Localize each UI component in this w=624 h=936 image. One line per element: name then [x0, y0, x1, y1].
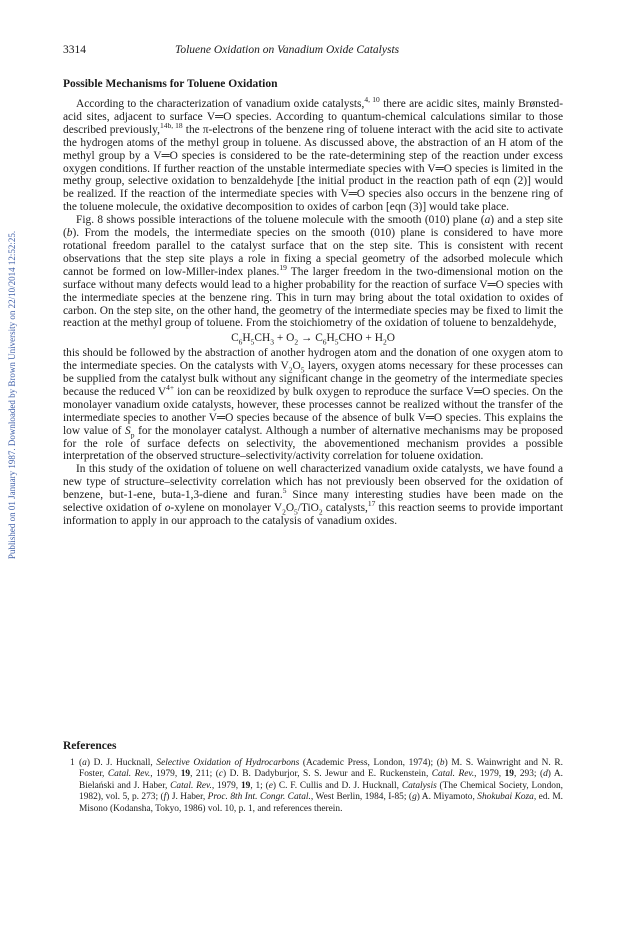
running-header [63, 44, 563, 60]
watermark-text: Published on 01 January 1987. Downloaded by Brown University on 22/10/2014 12:52:25. [7, 230, 17, 560]
running-title: Toluene Oxidation on Vanadium Oxide Catalysts [175, 44, 400, 56]
reference-item: 1 (a) D. J. Hucknall, Selective Oxidation of Hydrocarbons (Academic Press, London, 1974); (b) M. S. Wainwright and N. R. Foster, Catal. Rev., 1979, 19, 211; (c) D. B. Dadyburjor, S. S. Jewur and E. Ruckenstein, Catal. Rev., 1979, 19, 293; (d) A. Bielański and J. Haber, Catal. Rev., 1979, 19, 1; (e) C. F. Cullis and D. J. Hucknall, Catalysis (The Chemical Society, London, 1982), vol. 5, p. 273; (f) J. Haber, Proc. 8th Int. Congr. Catal., West Berlin, 1984, I-85; (g) A. Miyamoto, Shokubai Koza, ed. M. Misono (Kodansha, Tokyo, 1986) vol. 10, p. 1, and references therein. [70, 758, 564, 814]
citation: 5 [282, 486, 287, 496]
paragraph-fig8: Fig. 8 shows possible interactions of the toluene molecule with the smooth (010) plane (a) and a step site (b). From the models, the intermediate species on the smooth (010) plane is considered to have more rotational freedom parallel to the catalyst surface that on the step site. This is consistent with recent observations that the step site plays a role in fixing a special geometry of the adsorbed molecule which cannot be formed on low-Miller-index planes.$^{19}$ The larger freedom in the two-dimensional motion on the surface without many defects would lead to a higher probability for the reaction of surface V═O species with the intermediate species at the benzene ring. This in turn may bring about the total oxidation to oxides of carbon. On the step site, on the other hand, the geometry of the intermediate species may be fixed to limit the reaction at the methyl group of toluene. From the stoichiometry of the oxidation of toluene to benzaldehyde, [63, 214, 563, 330]
paragraph-stoichiometry: this should be followed by the abstraction of another hydrogen atom and the donation of one oxygen atom to the intermediate species. On the catalysts with $V_2O_5$ layers, oxygen atoms necessary for these processes can be supplied from the catalyst bulk without any significant change in the geometry of the intermediate species because the reduced $V^{4+}$ ion can be reoxidized by bulk oxygen to reproduce the surface V═O species. On the monolayer vanadium oxide catalysts, however, these processes cannot be realized without the transfer of the intermediate species to another V═O species because of the absence of bulk V═O species. This explains the low value of $S_p$ for the monolayer catalyst. Although a number of alternative mechanisms may be proposed for the role of surface defects on selectivity, the abovementioned mechanism provides a possible interpretation of the observed structure–selectivity/activity correlation for toluene oxidation. [63, 347, 563, 463]
page-number: 3314 [63, 44, 86, 56]
citation: 14b, 18 [159, 121, 183, 131]
citation: 17 [367, 499, 376, 509]
reference-number: 1 [70, 758, 75, 768]
citation: 4, 10 [364, 95, 380, 105]
download-watermark [4, 180, 20, 610]
paragraph-characterization: According to the characterization of vanadium oxide catalysts,$^{4, 10}$ there are acidic sites, mainly Brønsted-acid sites, adjacent to surface V═O species. According to quantum-chemical calculations similar to those described previously,$^{14b, 18}$ the π-electrons of the benzene ring of toluene interact with the acid site to activate the hydrogen atoms of the methyl group in toluene. As discussed above, the abstraction of an H atom of the methyl group by a V═O species is considered to be the rate-determining step of the reaction under excess oxygen conditions. If further reaction of the unstable intermediate species with V═O species is limited in the methy group, selective oxidation to benzaldehyde [the initial product in the reaction path of eqn (2)] would be realized. If the reaction of the intermediate species with V═O species also occurs in the benzene ring of the toluene molecule, the oxidative decomposition to oxides of carbon [eqn (3)] would take place. [63, 95, 564, 214]
references-list [63, 758, 563, 815]
citation: 19 [279, 262, 287, 272]
body-text [63, 95, 564, 528]
section-heading: Possible Mechanisms for Toluene Oxidation [63, 78, 278, 90]
paragraph-conclusion: In this study of the oxidation of toluene on well characterized vanadium oxide catalysts, we have found a new type of structure–selectivity correlation which has not previously been observed for the oxidation of benzene, but-1-ene, buta-1,3-diene and furan.$^5$ Since many interesting studies have been made on the selective oxidation of o-xylene on monolayer $V_2O_5/TiO_2$ catalysts,$^{17}$ this reaction seems to provide important information to apply in our approach to the catalysis of vanadium oxides. [63, 463, 564, 527]
equation-toluene-oxidation: $C_6H_5CH_3 + O_2 \to C_6H_5CHO + H_2O$ [231, 332, 395, 347]
references-heading: References [63, 740, 117, 752]
